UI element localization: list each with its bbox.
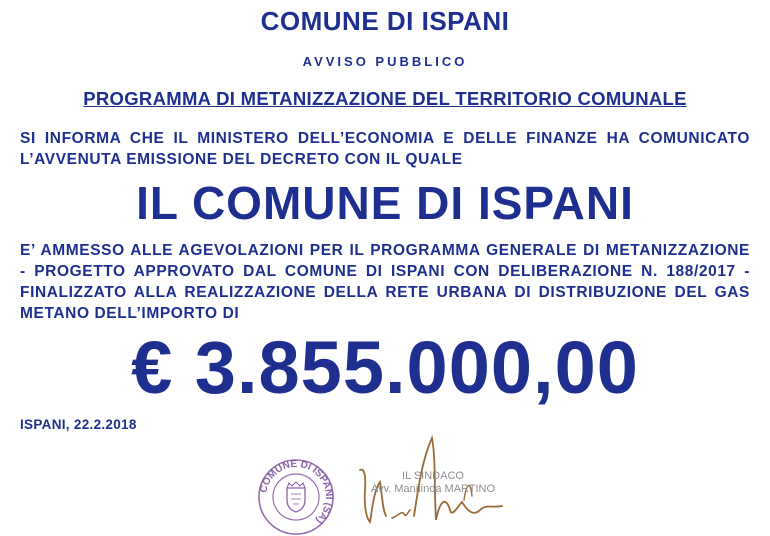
municipal-seal-stamp [256, 458, 336, 536]
notice-heading: PROGRAMMA DI METANIZZAZIONE DEL TERRITORIO COMUNALE [83, 88, 687, 109]
signatory-name: Avv. Manilinda MARTINO [370, 483, 496, 495]
intro-paragraph: SI INFORMA CHE IL MINISTERO DELL’ECONOMIA E DELLE FINANZE HA COMUNICATO L’AVVENUTA EMISSIONE DEL DECRETO CON IL QUALE [20, 130, 750, 168]
municipality-name: IL COMUNE DI ISPANI [136, 177, 634, 229]
notice-title: COMUNE DI ISPANI [260, 6, 510, 36]
date-line: ISPANI, 22.2.2018 [20, 417, 137, 432]
signature-caption [348, 470, 518, 496]
notice-subtitle: AVVISO PUBBLICO [302, 54, 468, 69]
funding-amount: € 3.855.000,00 [131, 326, 639, 409]
signatory-role: IL SINDACO [402, 470, 464, 482]
svg-text:COMUNE DI ISPANI (SA): COMUNE DI ISPANI (SA) [258, 458, 335, 526]
body-paragraph: E’ AMMESSO ALLE AGEVOLAZIONI PER IL PROGRAMMA GENERALE DI METANIZZAZIONE - PROGETTO APPROVATO DAL COMUNE DI ISPANI CON DELIBERAZIONE N. 188/2017 - FINALIZZATO ALLA REALIZZAZIONE DELLA RETE URBANA DI DISTRIBUZIONE DEL GAS METANO DELL’IMPORTO DI [20, 242, 750, 322]
